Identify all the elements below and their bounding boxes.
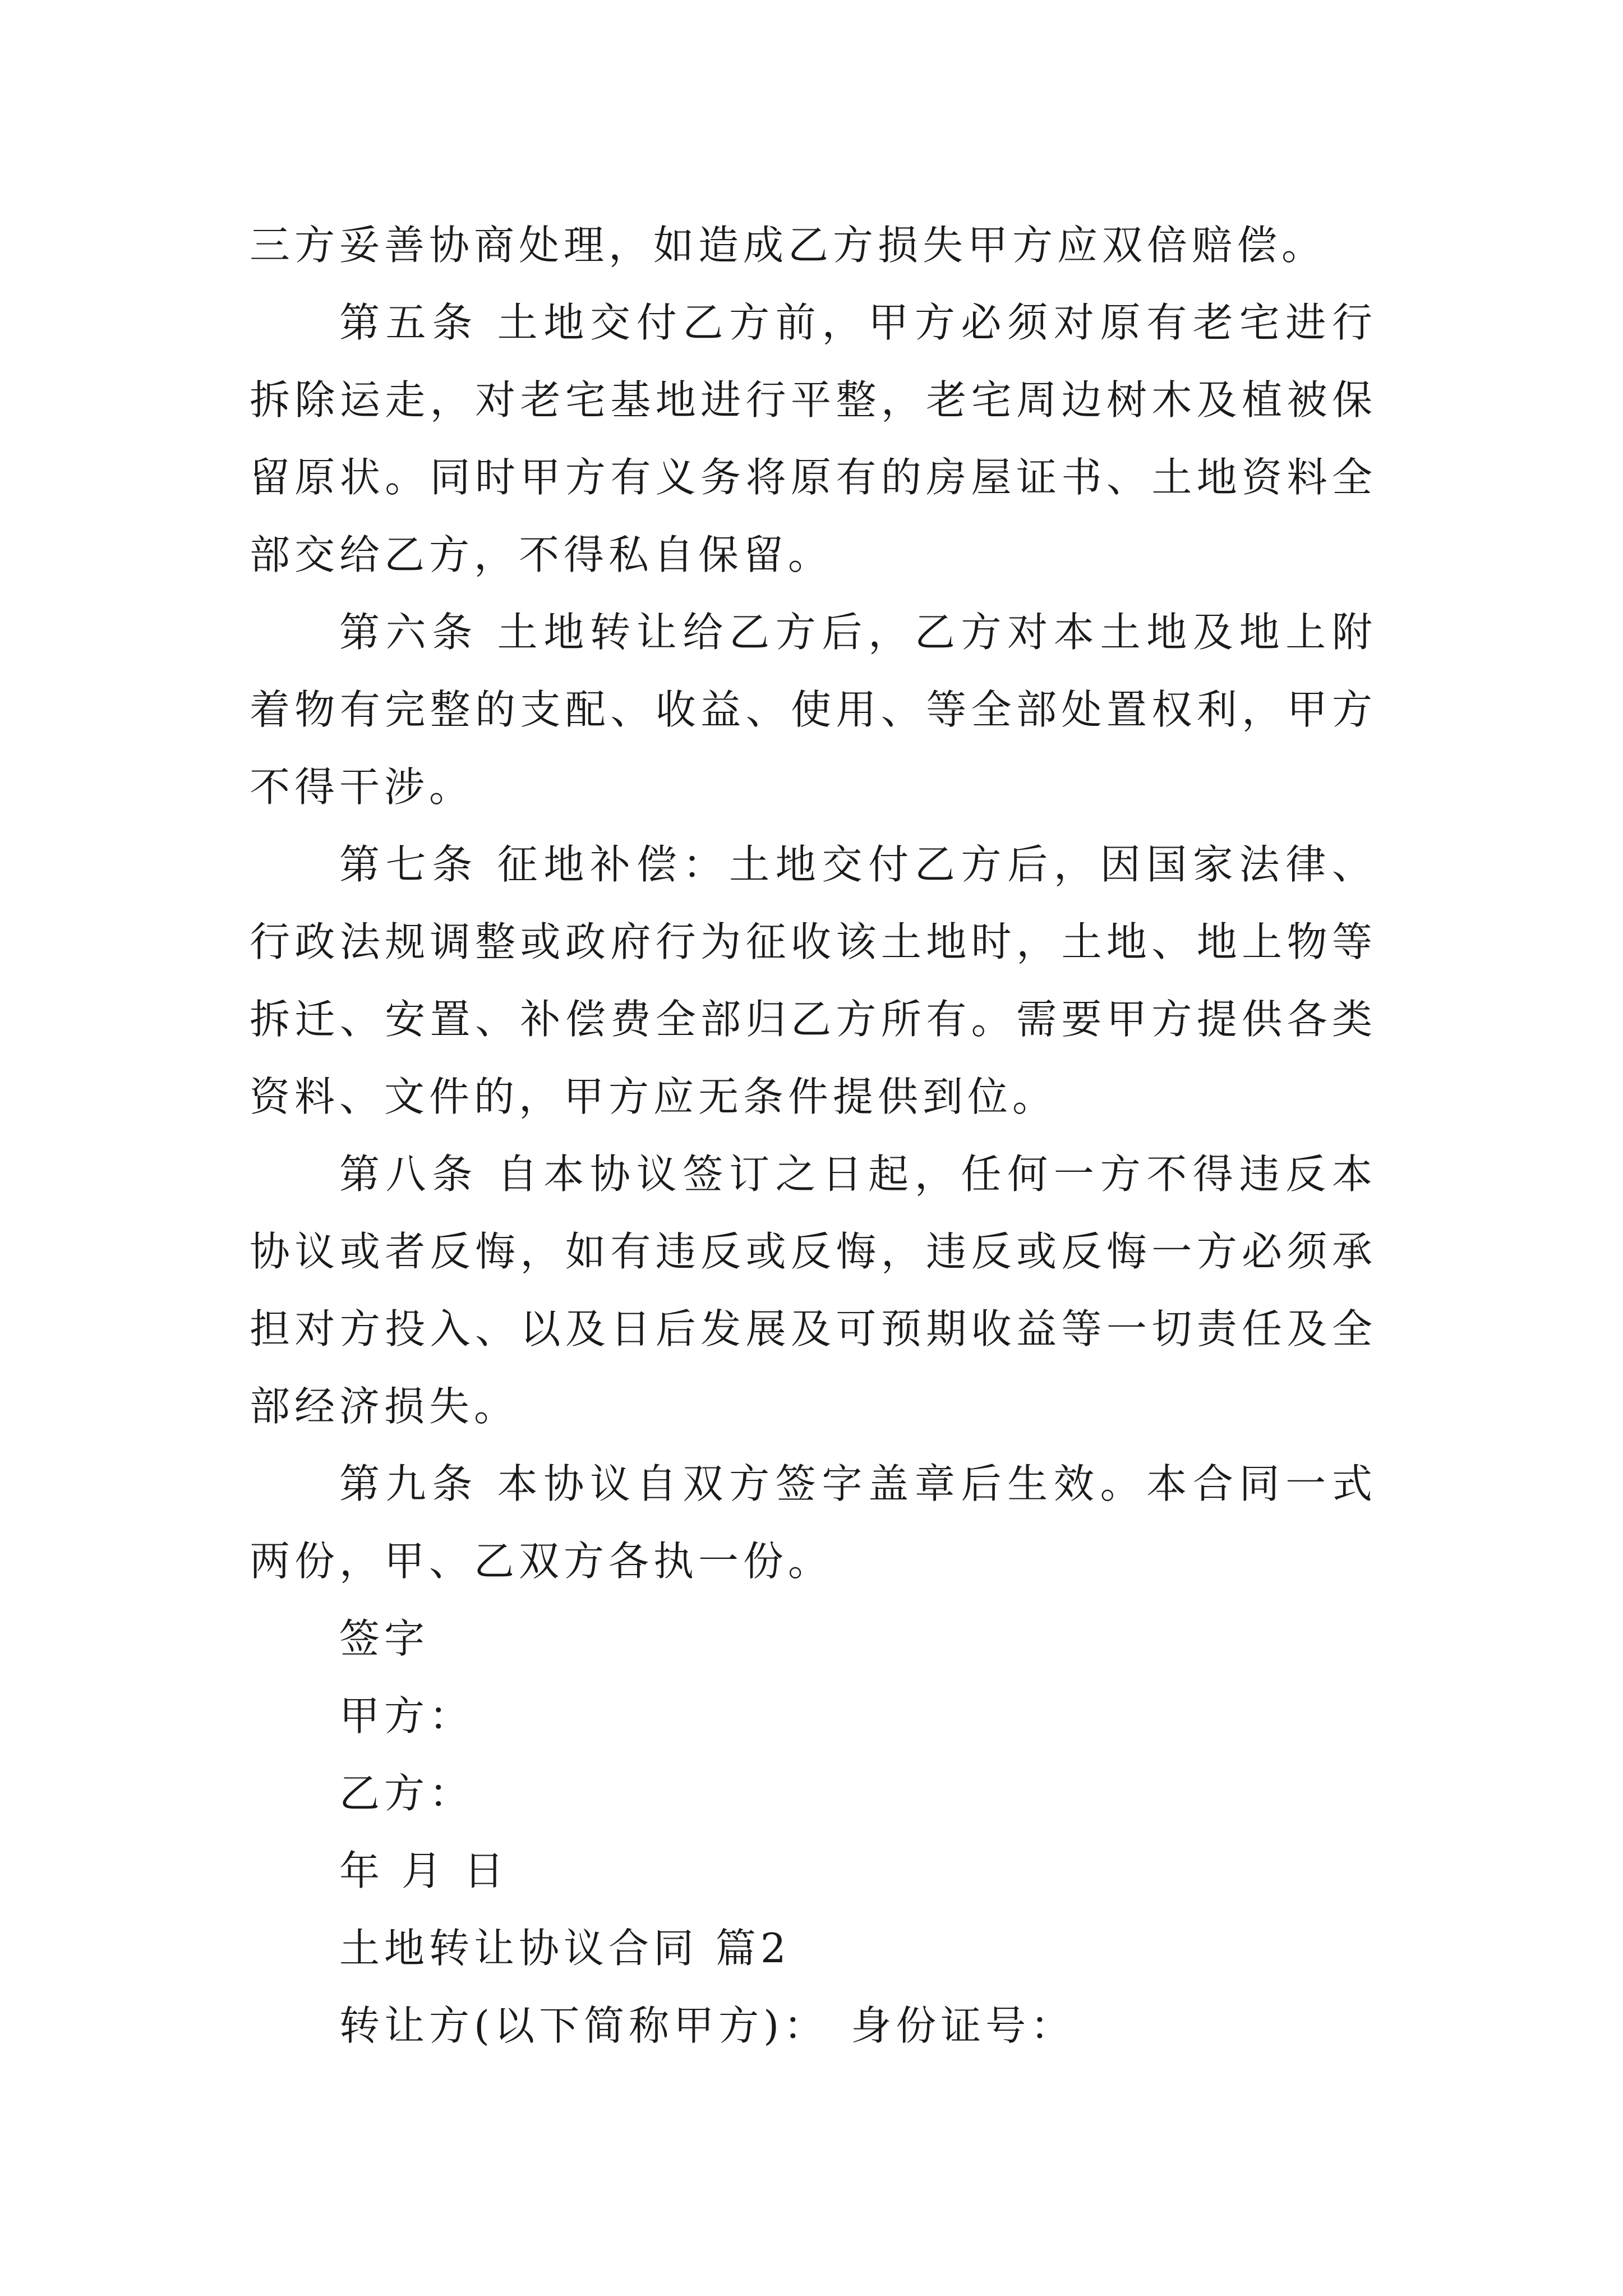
paragraph-continuation: 三方妥善协商处理，如造成乙方损失甲方应双倍赔偿。: [250, 222, 1327, 269]
article-5: 第五条 土地交付乙方前，甲方必须对原有老宅进行拆除运走，对老宅基地进行平整，老宅周边树木及植被保留原状。同时甲方有义务将原有的房屋证书、土地资料全部交给乙方，不得私自保留。: [250, 299, 1377, 578]
article-9: 第九条 本协议自双方签字盖章后生效。本合同一式两份，甲、乙双方各执一份。: [250, 1460, 1377, 1585]
id-number-label: 身份证号：: [851, 2002, 1076, 2049]
article-7: 第七条 征地补偿：土地交付乙方后，因国家法律、行政法规调整或政府行为征收该土地时，土地、地上物等拆迁、安置、补偿费全部归乙方所有。需要甲方提供各类资料、文件的，甲方应无条件提供到位。: [250, 841, 1377, 1120]
article-6: 第六条 土地转让给乙方后，乙方对本土地及地上附着物有完整的支配、收益、使用、等全部处置权利，甲方不得干涉。: [250, 609, 1377, 811]
party-b-signature: 乙方：: [339, 1770, 474, 1817]
signature-heading: 签字: [339, 1615, 430, 1662]
article-8: 第八条 自本协议签订之日起，任何一方不得违反本协议或者反悔，如有违反或反悔，违反或反悔一方必须承担对方投入、以及日后发展及可预期收益等一切责任及全部经济损失。: [250, 1151, 1377, 1430]
transferor-label: 转让方(以下简称甲方)：: [339, 2002, 829, 2049]
party-a-signature: 甲方：: [339, 1692, 474, 1740]
section-title: 土地转让协议合同 篇2: [339, 1925, 791, 1972]
transferor-line: [250, 1987, 1377, 2064]
signature-date: 年 月 日: [339, 1847, 509, 1894]
document-body: [250, 206, 1377, 2064]
